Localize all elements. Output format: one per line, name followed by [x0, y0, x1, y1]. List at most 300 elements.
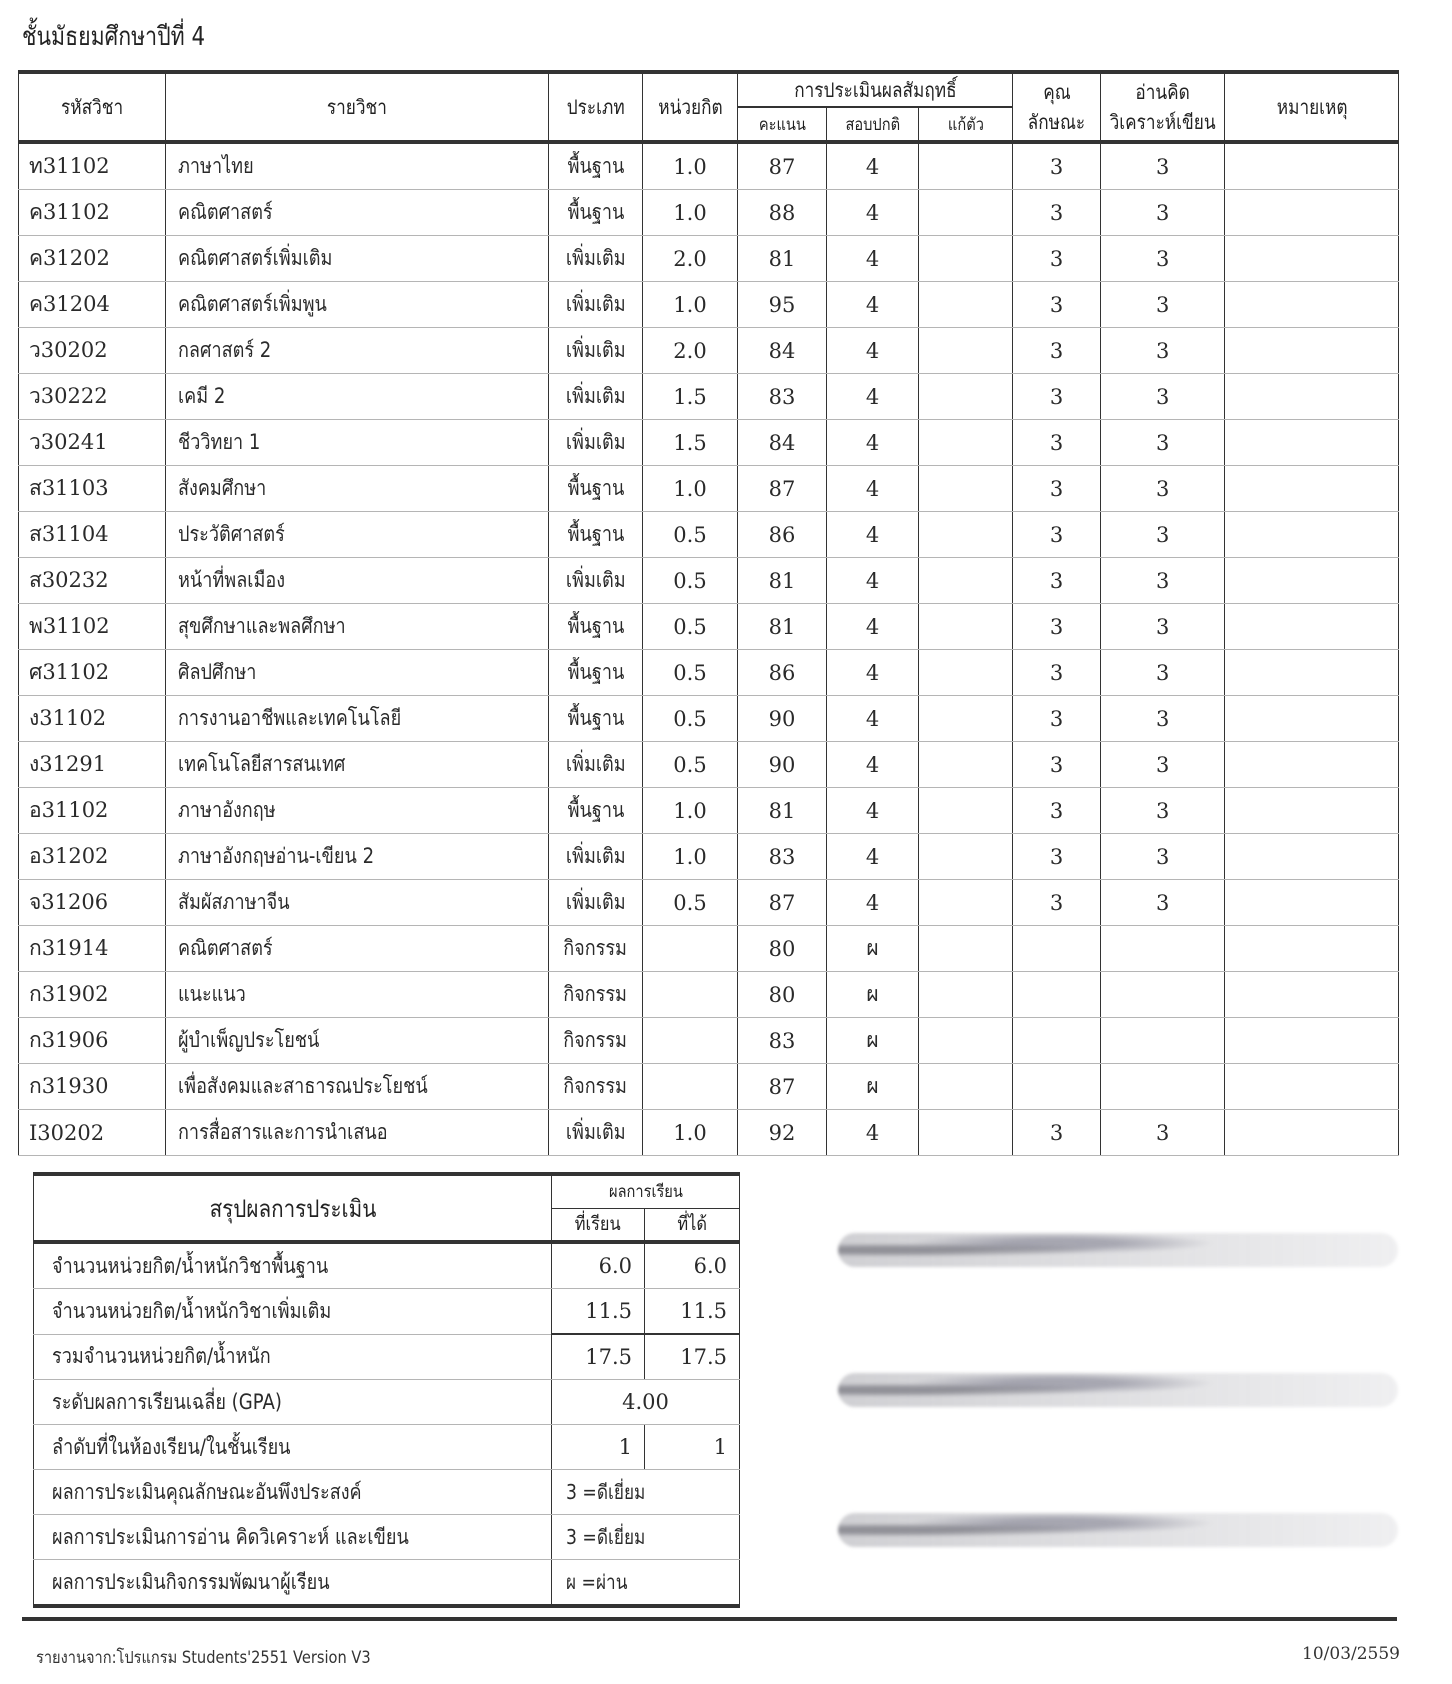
extra-credits-earned: 11.5: [645, 1289, 740, 1335]
cell-score: 81: [738, 788, 827, 834]
cell-type-text: พื้นฐาน: [567, 154, 624, 178]
cell-reading: 3: [1101, 1110, 1225, 1156]
cell-normal-exam: 4: [827, 328, 919, 374]
cell-normal-exam: 4: [827, 742, 919, 788]
cell-credit: 1.5: [643, 420, 738, 466]
cell-trait: 3: [1013, 880, 1101, 926]
cell-type-text: พื้นฐาน: [567, 200, 624, 224]
table-row: [19, 604, 1399, 650]
cell-code: ก31906: [19, 1018, 166, 1064]
cell-note: [1225, 834, 1399, 880]
header-remedial: แก้ตัว: [919, 107, 1013, 142]
cell-reading: [1101, 1064, 1225, 1110]
cell-remedial: [919, 512, 1013, 558]
cell-reading: 3: [1101, 742, 1225, 788]
cell-type: [549, 282, 643, 328]
cell-remedial: [919, 696, 1013, 742]
cell-note: [1225, 788, 1399, 834]
cell-score: 84: [738, 328, 827, 374]
cell-type: [549, 788, 643, 834]
cell-normal-exam: ผ: [827, 926, 919, 972]
cell-subject-name: [166, 420, 549, 466]
cell-trait: 3: [1013, 328, 1101, 374]
cell-remedial: [919, 834, 1013, 880]
cell-subject-name-text: ภาษาไทย: [178, 154, 254, 178]
cell-trait: 3: [1013, 788, 1101, 834]
gpa-label: ระดับผลการเรียนเฉลี่ย (GPA): [52, 1389, 282, 1414]
extra-credits-studied: 11.5: [552, 1289, 645, 1335]
summary-row-reading: [34, 1515, 740, 1560]
cell-remedial: [919, 236, 1013, 282]
summary-row-extra-credits: [34, 1289, 740, 1335]
cell-remedial: [919, 190, 1013, 236]
cell-note: [1225, 420, 1399, 466]
cell-note: [1225, 374, 1399, 420]
cell-code: ง31102: [19, 696, 166, 742]
cell-subject-name: [166, 512, 549, 558]
cell-code: ค31102: [19, 190, 166, 236]
cell-normal-exam: 4: [827, 190, 919, 236]
cell-remedial: [919, 1018, 1013, 1064]
cell-note: [1225, 190, 1399, 236]
cell-subject-name: [166, 1018, 549, 1064]
cell-type: [549, 374, 643, 420]
cell-score: 83: [738, 374, 827, 420]
cell-score: 87: [738, 1064, 827, 1110]
table-row: [19, 1110, 1399, 1156]
cell-subject-name: [166, 1110, 549, 1156]
cell-reading: 3: [1101, 604, 1225, 650]
cell-type-text: พื้นฐาน: [567, 706, 624, 730]
cell-normal-exam: 4: [827, 880, 919, 926]
cell-reading: 3: [1101, 512, 1225, 558]
cell-remedial: [919, 282, 1013, 328]
table-row: [19, 788, 1399, 834]
cell-score: 87: [738, 466, 827, 512]
cell-reading: 3: [1101, 420, 1225, 466]
cell-score: 87: [738, 142, 827, 190]
extra-credits-label: จำนวนหน่วยกิต/น้ำหนักวิชาเพิ่มเติม: [52, 1298, 332, 1323]
cell-trait: [1013, 972, 1101, 1018]
cell-remedial: [919, 142, 1013, 190]
cell-reading: 3: [1101, 834, 1225, 880]
cell-type-text: กิจกรรม: [563, 1074, 628, 1098]
reading-result-value: 3 =ดีเยี่ยม: [566, 1525, 646, 1549]
cell-trait: [1013, 926, 1101, 972]
cell-remedial: [919, 328, 1013, 374]
cell-trait: 3: [1013, 374, 1101, 420]
cell-subject-name: [166, 972, 549, 1018]
cell-type-text: เพิ่มเติม: [565, 568, 626, 592]
cell-code: I30202: [19, 1110, 166, 1156]
cell-remedial: [919, 374, 1013, 420]
table-row: [19, 742, 1399, 788]
trait-result-value: 3 =ดีเยี่ยม: [566, 1480, 646, 1504]
cell-code: ก31914: [19, 926, 166, 972]
cell-score: 86: [738, 512, 827, 558]
cell-type: [549, 880, 643, 926]
footer-date: 10/03/2559: [1302, 1644, 1400, 1664]
header-assessment-group: การประเมินผลสัมฤทธิ์: [738, 72, 1013, 107]
header-normal-exam: สอบปกติ: [827, 107, 919, 142]
cell-score: 80: [738, 972, 827, 1018]
summary-row-gpa: [34, 1380, 740, 1425]
total-credits-studied: 17.5: [552, 1334, 645, 1380]
cell-type: [549, 650, 643, 696]
cell-subject-name-text: ผู้บำเพ็ญประโยชน์: [178, 1028, 320, 1052]
gpa-value: 4.00: [552, 1380, 740, 1425]
cell-type: [549, 558, 643, 604]
cell-type: [549, 696, 643, 742]
cell-reading: [1101, 972, 1225, 1018]
cell-code: ก31930: [19, 1064, 166, 1110]
cell-subject-name: [166, 236, 549, 282]
table-row: [19, 466, 1399, 512]
cell-reading: [1101, 926, 1225, 972]
basic-credits-label: จำนวนหน่วยกิต/น้ำหนักวิชาพื้นฐาน: [52, 1253, 329, 1278]
cell-code: ว30241: [19, 420, 166, 466]
table-row: [19, 142, 1399, 190]
cell-subject-name-text: สังคมศึกษา: [178, 476, 267, 500]
cell-normal-exam: 4: [827, 1110, 919, 1156]
table-row: [19, 1064, 1399, 1110]
cell-type: [549, 972, 643, 1018]
cell-type-text: กิจกรรม: [563, 1028, 628, 1052]
cell-subject-name-text: เทคโนโลยีสารสนเทศ: [178, 752, 346, 776]
rank-class-room: 1: [552, 1425, 645, 1470]
footer-divider: [22, 1617, 1397, 1621]
cell-normal-exam: 4: [827, 374, 919, 420]
cell-score: 90: [738, 696, 827, 742]
cell-normal-exam: ผ: [827, 1064, 919, 1110]
cell-credit: 1.0: [643, 282, 738, 328]
cell-score: 87: [738, 880, 827, 926]
cell-trait: 3: [1013, 834, 1101, 880]
cell-type-text: เพิ่มเติม: [565, 1120, 626, 1144]
cell-note: [1225, 328, 1399, 374]
cell-trait: 3: [1013, 282, 1101, 328]
cell-reading: 3: [1101, 650, 1225, 696]
header-reading: อ่านคิด วิเคราะห์เขียน: [1101, 72, 1225, 142]
cell-subject-name-text: สัมผัสภาษาจีน: [178, 890, 290, 914]
cell-type-text: เพิ่มเติม: [565, 752, 626, 776]
cell-normal-exam: 4: [827, 420, 919, 466]
table-row: [19, 282, 1399, 328]
cell-subject-name: [166, 742, 549, 788]
cell-type: [549, 466, 643, 512]
cell-note: [1225, 972, 1399, 1018]
reading-result-label: ผลการประเมินการอ่าน คิดวิเคราะห์ และเขียน: [52, 1524, 409, 1549]
cell-reading: 3: [1101, 466, 1225, 512]
cell-remedial: [919, 880, 1013, 926]
cell-credit: [643, 1064, 738, 1110]
cell-note: [1225, 604, 1399, 650]
table-row: [19, 512, 1399, 558]
cell-score: 83: [738, 834, 827, 880]
cell-subject-name-text: การงานอาชีพและเทคโนโลยี: [178, 706, 402, 730]
page-title: ชั้นมัธยมศึกษาปีที่ 4: [22, 22, 206, 52]
cell-type-text: เพิ่มเติม: [565, 890, 626, 914]
cell-score: 90: [738, 742, 827, 788]
cell-code: ส31104: [19, 512, 166, 558]
cell-trait: 3: [1013, 420, 1101, 466]
cell-normal-exam: 4: [827, 834, 919, 880]
cell-note: [1225, 926, 1399, 972]
cell-subject-name: [166, 142, 549, 190]
cell-code: ว30202: [19, 328, 166, 374]
cell-type: [549, 190, 643, 236]
cell-credit: 1.0: [643, 190, 738, 236]
cell-type-text: พื้นฐาน: [567, 522, 624, 546]
cell-subject-name: [166, 190, 549, 236]
cell-subject-name: [166, 696, 549, 742]
cell-normal-exam: 4: [827, 604, 919, 650]
cell-code: อ31202: [19, 834, 166, 880]
cell-note: [1225, 512, 1399, 558]
cell-note: [1225, 466, 1399, 512]
summary-row-activity: [34, 1560, 740, 1607]
cell-subject-name-text: เพื่อสังคมและสาธารณประโยชน์: [178, 1074, 428, 1098]
cell-note: [1225, 1064, 1399, 1110]
basic-credits-studied: 6.0: [552, 1242, 645, 1289]
cell-code: ท31102: [19, 142, 166, 190]
cell-score: 84: [738, 420, 827, 466]
cell-note: [1225, 696, 1399, 742]
cell-type-text: เพิ่มเติม: [565, 384, 626, 408]
cell-credit: 1.0: [643, 834, 738, 880]
cell-subject-name-text: เคมี 2: [178, 384, 226, 408]
cell-type: [549, 604, 643, 650]
cell-credit: 0.5: [643, 696, 738, 742]
cell-subject-name-text: ภาษาอังกฤษอ่าน-เขียน 2: [178, 844, 375, 868]
cell-remedial: [919, 420, 1013, 466]
cell-subject-name: [166, 1064, 549, 1110]
cell-subject-name: [166, 466, 549, 512]
cell-normal-exam: ผ: [827, 1018, 919, 1064]
cell-trait: [1013, 1018, 1101, 1064]
cell-remedial: [919, 926, 1013, 972]
cell-type: [549, 328, 643, 374]
cell-subject-name: [166, 926, 549, 972]
cell-subject-name: [166, 880, 549, 926]
cell-score: 88: [738, 190, 827, 236]
total-credits-label: รวมจำนวนหน่วยกิต/น้ำหนัก: [52, 1344, 271, 1369]
cell-credit: 1.0: [643, 788, 738, 834]
cell-remedial: [919, 604, 1013, 650]
redacted-signature-2: [838, 1373, 1398, 1407]
cell-trait: 3: [1013, 650, 1101, 696]
cell-remedial: [919, 742, 1013, 788]
grades-table: [18, 70, 1399, 1156]
cell-subject-name: [166, 282, 549, 328]
redacted-signature-3: [838, 1513, 1398, 1547]
cell-normal-exam: 4: [827, 558, 919, 604]
summary-group-header: ผลการเรียน: [552, 1174, 740, 1208]
cell-type-text: เพิ่มเติม: [565, 430, 626, 454]
summary-col-earned: ที่ได้: [645, 1208, 740, 1242]
cell-code: ก31902: [19, 972, 166, 1018]
cell-credit: 0.5: [643, 650, 738, 696]
cell-subject-name-text: ศิลปศึกษา: [178, 660, 257, 684]
cell-credit: [643, 972, 738, 1018]
cell-reading: 3: [1101, 142, 1225, 190]
header-type: ประเภท: [549, 72, 643, 142]
cell-code: ว30222: [19, 374, 166, 420]
cell-remedial: [919, 558, 1013, 604]
table-row: [19, 696, 1399, 742]
cell-credit: 0.5: [643, 880, 738, 926]
cell-subject-name-text: ชีววิทยา 1: [178, 430, 261, 454]
cell-reading: 3: [1101, 558, 1225, 604]
cell-type-text: เพิ่มเติม: [565, 292, 626, 316]
cell-reading: 3: [1101, 788, 1225, 834]
cell-type-text: เพิ่มเติม: [565, 246, 626, 270]
table-row: [19, 650, 1399, 696]
cell-trait: 3: [1013, 604, 1101, 650]
cell-score: 81: [738, 604, 827, 650]
cell-code: พ31102: [19, 604, 166, 650]
activity-result-value: ผ =ผ่าน: [566, 1570, 628, 1594]
cell-reading: 3: [1101, 328, 1225, 374]
cell-normal-exam: 4: [827, 696, 919, 742]
cell-reading: 3: [1101, 696, 1225, 742]
cell-credit: [643, 926, 738, 972]
footer-source: รายงานจาก:โปรแกรม Students'2551 Version V3: [36, 1648, 371, 1668]
summary-col-studied: ที่เรียน: [552, 1208, 645, 1242]
cell-credit: 1.0: [643, 142, 738, 190]
cell-type: [549, 420, 643, 466]
cell-code: ค31202: [19, 236, 166, 282]
cell-note: [1225, 650, 1399, 696]
rank-label: ลำดับที่ในห้องเรียน/ในชั้นเรียน: [52, 1434, 291, 1459]
cell-subject-name: [166, 604, 549, 650]
cell-normal-exam: 4: [827, 788, 919, 834]
cell-remedial: [919, 466, 1013, 512]
cell-credit: 1.0: [643, 466, 738, 512]
cell-note: [1225, 142, 1399, 190]
cell-subject-name-text: แนะแนว: [178, 982, 246, 1006]
header-score: คะแนน: [738, 107, 827, 142]
table-row: [19, 880, 1399, 926]
cell-subject-name: [166, 558, 549, 604]
table-row: [19, 926, 1399, 972]
cell-credit: 0.5: [643, 742, 738, 788]
total-credits-earned: 17.5: [645, 1334, 740, 1380]
cell-note: [1225, 1110, 1399, 1156]
grades-body: [19, 142, 1399, 1156]
cell-reading: 3: [1101, 374, 1225, 420]
cell-normal-exam: 4: [827, 512, 919, 558]
cell-score: 92: [738, 1110, 827, 1156]
table-row: [19, 558, 1399, 604]
cell-subject-name: [166, 328, 549, 374]
cell-credit: 2.0: [643, 236, 738, 282]
rank-grade-level: 1: [645, 1425, 740, 1470]
cell-remedial: [919, 972, 1013, 1018]
cell-remedial: [919, 1110, 1013, 1156]
table-row: [19, 834, 1399, 880]
cell-subject-name-text: คณิตศาสตร์เพิ่มพูน: [178, 292, 327, 316]
cell-subject-name-text: สุขศึกษาและพลศึกษา: [178, 614, 346, 638]
cell-code: ส30232: [19, 558, 166, 604]
cell-credit: 1.5: [643, 374, 738, 420]
cell-normal-exam: ผ: [827, 972, 919, 1018]
cell-type: [549, 926, 643, 972]
cell-code: ง31291: [19, 742, 166, 788]
header-note: หมายเหตุ: [1225, 72, 1399, 142]
cell-code: ศ31102: [19, 650, 166, 696]
cell-subject-name-text: คณิตศาสตร์: [178, 936, 273, 960]
cell-credit: [643, 1018, 738, 1064]
cell-trait: 3: [1013, 696, 1101, 742]
cell-subject-name-text: ประวัติศาสตร์: [178, 522, 285, 546]
cell-subject-name-text: คณิตศาสตร์: [178, 200, 273, 224]
basic-credits-earned: 6.0: [645, 1242, 740, 1289]
summary-title: สรุปผลการประเมิน: [34, 1174, 552, 1242]
header-code: รหัสวิชา: [19, 72, 166, 142]
cell-score: 81: [738, 558, 827, 604]
cell-trait: 3: [1013, 558, 1101, 604]
cell-type: [549, 742, 643, 788]
table-row: [19, 374, 1399, 420]
cell-subject-name-text: หน้าที่พลเมือง: [178, 568, 286, 592]
cell-subject-name-text: คณิตศาสตร์เพิ่มเติม: [178, 246, 333, 270]
cell-type-text: กิจกรรม: [563, 982, 628, 1006]
cell-note: [1225, 742, 1399, 788]
summary-row-rank: [34, 1425, 740, 1470]
cell-type: [549, 834, 643, 880]
cell-reading: 3: [1101, 190, 1225, 236]
cell-type: [549, 1064, 643, 1110]
cell-type: [549, 1018, 643, 1064]
cell-score: 80: [738, 926, 827, 972]
cell-subject-name: [166, 834, 549, 880]
cell-type: [549, 142, 643, 190]
cell-type: [549, 236, 643, 282]
cell-code: จ31206: [19, 880, 166, 926]
cell-trait: 3: [1013, 466, 1101, 512]
table-row: [19, 420, 1399, 466]
table-row: [19, 1018, 1399, 1064]
cell-trait: 3: [1013, 1110, 1101, 1156]
cell-note: [1225, 880, 1399, 926]
cell-type-text: พื้นฐาน: [567, 660, 624, 684]
cell-trait: 3: [1013, 512, 1101, 558]
cell-normal-exam: 4: [827, 142, 919, 190]
cell-trait: 3: [1013, 142, 1101, 190]
cell-subject-name: [166, 788, 549, 834]
header-trait: คุณ ลักษณะ: [1013, 72, 1101, 142]
cell-trait: 3: [1013, 190, 1101, 236]
cell-remedial: [919, 788, 1013, 834]
cell-reading: 3: [1101, 236, 1225, 282]
cell-type: [549, 512, 643, 558]
table-row: [19, 190, 1399, 236]
cell-note: [1225, 1018, 1399, 1064]
cell-normal-exam: 4: [827, 466, 919, 512]
summary-row-basic-credits: [34, 1242, 740, 1289]
cell-subject-name: [166, 650, 549, 696]
cell-credit: 0.5: [643, 558, 738, 604]
cell-score: 95: [738, 282, 827, 328]
cell-trait: [1013, 1064, 1101, 1110]
cell-normal-exam: 4: [827, 650, 919, 696]
table-row: [19, 236, 1399, 282]
cell-credit: 1.0: [643, 1110, 738, 1156]
cell-type: [549, 1110, 643, 1156]
summary-row-trait: [34, 1470, 740, 1515]
table-row: [19, 972, 1399, 1018]
